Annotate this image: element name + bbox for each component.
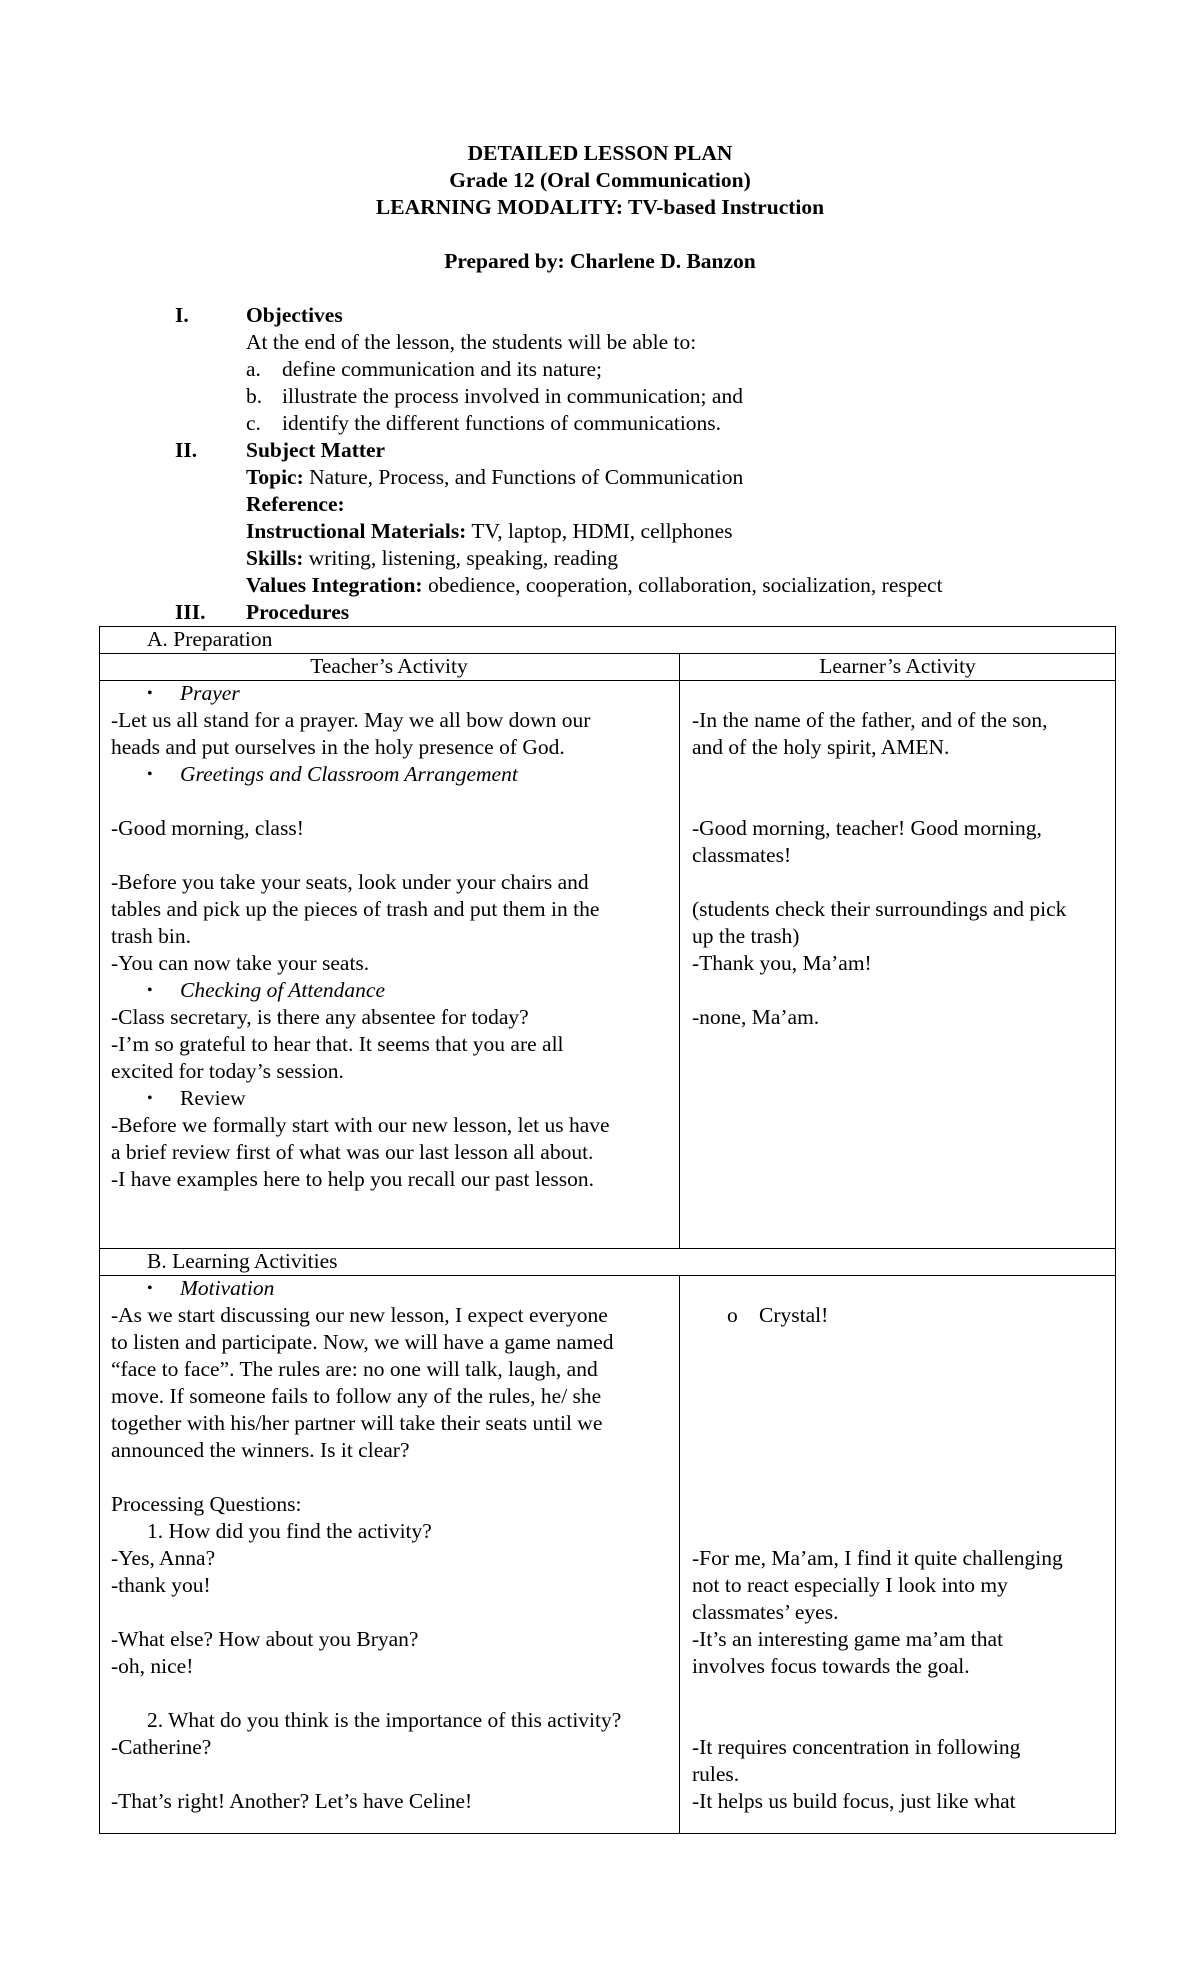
cell-text-line: 1. How did you find the activity? [147,1519,432,1543]
column-divider [679,653,680,1248]
cell-subheading: Motivation [180,1276,275,1300]
cell-text-line: -Good morning, class! [111,816,304,840]
cell-text-line: -Yes, Anna? [111,1546,216,1570]
cell-text-line: and of the holy spirit, AMEN. [692,735,950,759]
cell-text-line: -Good morning, teacher! Good morning, [692,816,1042,840]
cell-text-line: 2. What do you think is the importance of this activity? [147,1708,622,1732]
cell-text-line: -thank you! [111,1573,211,1597]
column-divider [679,1275,680,1834]
table-divider [99,680,1116,681]
subject-matter-heading: Subject Matter [246,438,386,462]
learner-column-header: Learner’s Activity [819,654,976,678]
cell-text-line: a brief review first of what was our last lesson all about. [111,1140,594,1164]
learner-response: Crystal! [759,1303,829,1327]
values-line [246,572,943,599]
section-b-heading: B. Learning Activities [147,1249,338,1273]
materials-label: Instructional Materials: [246,519,467,543]
cell-text-line: trash bin. [111,924,192,948]
materials-value: TV, laptop, HDMI, cellphones [471,519,733,543]
objective-marker: b. [246,384,263,408]
cell-text-line: -none, Ma’am. [692,1005,820,1029]
cell-subheading: Prayer [180,681,240,705]
document-title: DETAILED LESSON PLAN [467,141,733,165]
cell-subheading: Greetings and Classroom Arrangement [180,762,518,786]
cell-text-line: classmates! [692,843,792,867]
skills-label: Skills: [246,546,304,570]
cell-text-line: move. If someone fails to follow any of the rules, he/ she [111,1384,602,1408]
objectives-numeral: I. [175,303,189,327]
cell-subheading: Review [180,1086,246,1110]
skills-value: writing, listening, speaking, reading [308,546,619,570]
skills-line [246,545,618,572]
cell-text-line: -As we start discussing our new lesson, I expect everyone [111,1303,608,1327]
cell-text-line: -It helps us build focus, just like what [692,1789,1016,1813]
cell-text-line: (students check their surroundings and pick [692,897,1067,921]
cell-text-line: -Let us all stand for a prayer. May we all bow down our [111,708,591,732]
cell-text-line: -For me, Ma’am, I find it quite challenging [692,1546,1063,1570]
cell-text-line: excited for today’s session. [111,1059,344,1083]
section-a-heading: A. Preparation [147,627,273,651]
teacher-column-header: Teacher’s Activity [310,654,468,678]
cell-text-line: Processing Questions: [111,1492,302,1516]
cell-text-line: “face to face”. The rules are: no one will talk, laugh, and [111,1357,598,1381]
bullet-icon: • [147,766,153,783]
bullet-icon: • [147,982,153,999]
cell-subheading: Checking of Attendance [180,978,385,1002]
cell-text-line: -I’m so grateful to hear that. It seems that you are all [111,1032,564,1056]
objective-item: illustrate the process involved in communication; and [282,384,743,408]
cell-text-line: -Before you take your seats, look under your chairs and [111,870,589,894]
objective-item: identify the different functions of communications. [282,411,722,435]
cell-text-line: rules. [692,1762,740,1786]
values-value: obedience, cooperation, collaboration, socialization, respect [427,573,943,597]
bullet-icon: • [147,685,153,702]
grade-subject: Grade 12 (Oral Communication) [449,168,751,192]
cell-text-line: -It requires concentration in following [692,1735,1021,1759]
learning-modality: LEARNING MODALITY: TV-based Instruction [375,195,825,219]
cell-text-line: -I have examples here to help you recall our past lesson. [111,1167,594,1191]
cell-text-line: -Thank you, Ma’am! [692,951,872,975]
cell-text-line: tables and pick up the pieces of trash and put them in the [111,897,600,921]
learner-list-marker: o [727,1303,738,1327]
cell-text-line: heads and put ourselves in the holy presence of God. [111,735,565,759]
subject-matter-numeral: II. [175,438,198,462]
objectives-heading: Objectives [246,303,343,327]
objective-item: define communication and its nature; [282,357,603,381]
cell-text-line: -Class secretary, is there any absentee for today? [111,1005,529,1029]
cell-text-line: -Before we formally start with our new lesson, let us have [111,1113,610,1137]
cell-text-line: -In the name of the father, and of the son, [692,708,1048,732]
materials-line [246,518,733,545]
topic-line [246,464,743,491]
cell-text-line: -It’s an interesting game ma’am that [692,1627,1004,1651]
values-label: Values Integration: [246,573,423,597]
cell-text-line: -You can now take your seats. [111,951,370,975]
procedures-heading: Procedures [246,600,350,624]
cell-text-line: -That’s right! Another? Let’s have Celine! [111,1789,473,1813]
prepared-by: Prepared by: Charlene D. Banzon [444,249,756,273]
cell-text-line: together with his/her partner will take their seats until we [111,1411,603,1435]
cell-text-line: -What else? How about you Bryan? [111,1627,419,1651]
bullet-icon: • [147,1280,153,1297]
cell-text-line: to listen and participate. Now, we will have a game named [111,1330,614,1354]
cell-text-line: classmates’ eyes. [692,1600,839,1624]
objectives-intro: At the end of the lesson, the students will be able to: [246,330,697,354]
procedures-numeral: III. [175,600,206,624]
cell-text-line: involves focus towards the goal. [692,1654,970,1678]
cell-text-line: -Catherine? [111,1735,212,1759]
cell-text-line: not to react especially I look into my [692,1573,1008,1597]
objective-marker: c. [246,411,261,435]
reference-label: Reference: [246,492,345,516]
topic-label: Topic: [246,465,304,489]
objective-marker: a. [246,357,261,381]
cell-text-line: -oh, nice! [111,1654,194,1678]
cell-text-line: up the trash) [692,924,800,948]
cell-text-line: announced the winners. Is it clear? [111,1438,410,1462]
bullet-icon: • [147,1090,153,1107]
topic-value: Nature, Process, and Functions of Communication [309,465,744,489]
